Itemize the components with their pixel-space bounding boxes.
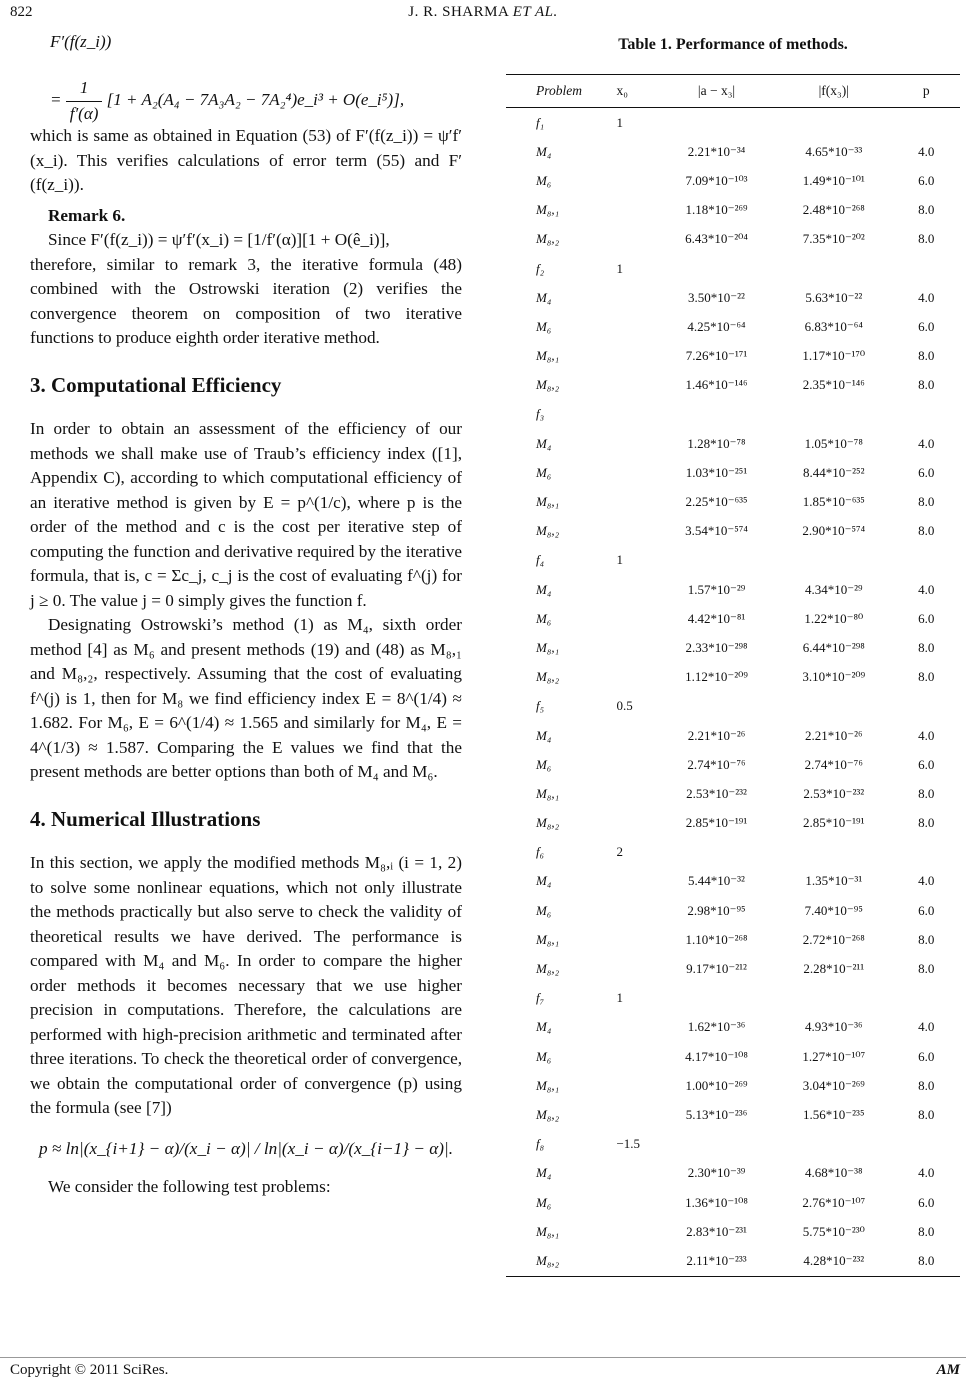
footer-copyright: Copyright © 2011 SciRes. <box>10 1362 169 1378</box>
cell-problem: M₆ <box>536 756 552 772</box>
footer-divider <box>0 1357 966 1358</box>
cell-residual: 6.83*10⁻⁶⁴ <box>804 318 863 334</box>
cell-residual <box>775 692 892 721</box>
cell-order: 6.0 <box>918 318 935 334</box>
table-row <box>506 663 960 692</box>
cell-residual: 2.28*10⁻²¹¹ <box>803 961 865 977</box>
table-row <box>506 137 960 166</box>
cell-x0 <box>612 166 657 195</box>
cell-x0 <box>612 196 657 225</box>
cell-residual: 7.40*10⁻⁹⁵ <box>804 902 863 918</box>
cell-error: 7.09*10⁻¹⁰³ <box>685 172 748 188</box>
cell-error: 1.00*10⁻²⁶⁹ <box>685 1077 748 1093</box>
cell-error: 1.03*10⁻²⁵¹ <box>685 464 748 480</box>
cell-x0 <box>612 633 657 662</box>
cell-x0: 1 <box>616 990 623 1006</box>
cell-problem: f₁ <box>536 114 545 130</box>
cell-x0: −1.5 <box>616 1136 641 1152</box>
table-row <box>506 809 960 838</box>
cell-problem: M₆ <box>536 902 552 918</box>
equation-line-2 <box>50 76 404 126</box>
table-row <box>506 196 960 225</box>
cell-error <box>658 400 775 429</box>
table-row <box>506 1188 960 1217</box>
equation-body: [1 + A₂(A₄ − 7A₃A₂ − 7A₂⁴)e_i³ + O(e_i⁵)], <box>106 89 405 109</box>
cell-residual: 4.93*10⁻³⁶ <box>805 1019 863 1035</box>
table-row <box>506 108 960 138</box>
cell-error: 4.42*10⁻⁸¹ <box>687 610 746 626</box>
performance-table <box>506 74 960 1277</box>
section-3-title: 3. Computational Efficiency <box>30 372 282 397</box>
cell-problem: f₅ <box>536 698 545 714</box>
equation-fraction <box>66 76 103 126</box>
table-header-row <box>506 75 960 108</box>
section-3-paragraph-2: Designating Ostrowski’s method (1) as M₄, sixth order method [4] as M₆ and present methods (19) and (48) as M₈,₁ and M₈,₂, respectively. Assuming that the cost of evaluating f^(j) is 1, then for M₈ we find efficiency index E = 8^(1/4) ≈ 1.682. For M₆, E = 6^(1/4) ≈ 1.565 and similarly for M₄, E = 4^(1/3) ≈ 1.587. Comparing the E values we find that the present methods are better options than both of M₄ and M₆. <box>30 615 462 781</box>
header-error: |a − x₃| <box>658 75 775 108</box>
cell-order <box>892 400 960 429</box>
table-row <box>506 254 960 283</box>
cell-problem: M₄ <box>536 873 552 889</box>
cell-problem: f₃ <box>536 406 545 422</box>
cell-x0 <box>612 1042 657 1071</box>
cell-problem: M₈,₂ <box>536 523 560 539</box>
cell-error: 9.17*10⁻²¹² <box>686 961 747 977</box>
cell-problem: f₇ <box>536 990 545 1006</box>
cell-error: 4.17*10⁻¹⁰⁸ <box>685 1048 748 1064</box>
cell-error: 1.62*10⁻³⁶ <box>687 1019 746 1035</box>
cell-order: 4.0 <box>918 873 935 889</box>
cell-x0: 2 <box>616 844 623 860</box>
table-row <box>506 1246 960 1276</box>
cell-order: 6.0 <box>918 1194 935 1210</box>
cell-problem: M₈,₁ <box>536 931 560 947</box>
cell-residual: 5.63*10⁻²² <box>805 289 863 305</box>
cell-x0: 1 <box>616 114 623 130</box>
cell-x0 <box>612 225 657 254</box>
cell-order: 6.0 <box>918 172 935 188</box>
cell-error: 1.57*10⁻²⁹ <box>687 581 746 597</box>
cell-residual: 2.90*10⁻⁵⁷⁴ <box>802 523 866 539</box>
remark-body: therefore, similar to remark 3, the iterative formula (48) combined with the Ostrowski iteration (2) verifies the convergence theorem on composition of two iterative functions to produce eighth order iterative method. <box>30 254 462 347</box>
cell-problem: M₆ <box>536 1194 552 1210</box>
cell-error: 2.83*10⁻²³¹ <box>686 1223 747 1239</box>
cell-x0 <box>612 429 657 458</box>
cell-order: 6.0 <box>918 610 935 626</box>
table-row <box>506 1159 960 1188</box>
table-row <box>506 984 960 1013</box>
cell-residual: 2.72*10⁻²⁶⁸ <box>802 931 865 947</box>
cell-residual: 2.85*10⁻¹⁹¹ <box>803 815 865 831</box>
cell-order <box>892 546 960 575</box>
cell-residual: 1.27*10⁻¹⁰⁷ <box>802 1048 866 1064</box>
cell-x0 <box>612 458 657 487</box>
table-row <box>506 1217 960 1246</box>
cell-x0 <box>612 1100 657 1129</box>
cell-order: 4.0 <box>918 435 935 451</box>
cell-problem: M₈,₁ <box>536 348 560 364</box>
cell-residual: 1.56*10⁻²³⁵ <box>803 1106 865 1122</box>
cell-x0 <box>612 779 657 808</box>
cell-problem: M₄ <box>536 435 552 451</box>
cell-order <box>892 692 960 721</box>
cell-error: 1.18*10⁻²⁶⁹ <box>685 202 748 218</box>
table-row <box>506 838 960 867</box>
cell-error <box>658 254 775 283</box>
table-body <box>506 108 960 1277</box>
equation-top <box>50 30 462 124</box>
cell-residual <box>775 838 892 867</box>
cell-problem: M₈,₂ <box>536 1106 560 1122</box>
cell-error: 5.13*10⁻²³⁶ <box>685 1106 748 1122</box>
running-title <box>0 4 966 21</box>
cell-error: 2.25*10⁻⁶³⁵ <box>685 494 748 510</box>
cell-residual: 2.21*10⁻²⁶ <box>805 727 863 743</box>
cell-x0 <box>612 371 657 400</box>
cell-residual: 1.35*10⁻³¹ <box>805 873 863 889</box>
cell-problem: M₄ <box>536 727 552 743</box>
cell-x0 <box>612 604 657 633</box>
table-row <box>506 750 960 779</box>
cell-order: 4.0 <box>918 1165 935 1181</box>
table-row <box>506 487 960 516</box>
cell-x0 <box>612 809 657 838</box>
table-row <box>506 1130 960 1159</box>
cell-problem: M₈,₂ <box>506 1246 612 1276</box>
cell-x0 <box>612 925 657 954</box>
cell-error: 2.21*10⁻²⁶ <box>687 727 746 743</box>
cell-x0 <box>612 487 657 516</box>
cell-problem: f₈ <box>536 1136 545 1152</box>
cell-x0 <box>612 721 657 750</box>
cell-residual <box>775 546 892 575</box>
remark-since: Since F′(f(z_i)) = ψ′f′(x_i) = [1/f′(α)][1 + O(ê_i)], <box>48 230 390 249</box>
cell-x0 <box>612 137 657 166</box>
cell-problem: M₄ <box>536 1165 552 1181</box>
table-row <box>506 925 960 954</box>
table-row <box>506 1042 960 1071</box>
cell-error: 5.44*10⁻³² <box>688 873 745 889</box>
cell-problem: M₈,₁ <box>536 1223 560 1239</box>
cell-order: 8.0 <box>918 1223 935 1239</box>
cell-x0 <box>612 517 657 546</box>
table-row <box>506 371 960 400</box>
left-column <box>30 30 462 1200</box>
table-row <box>506 779 960 808</box>
table-row <box>506 458 960 487</box>
cell-error: 2.33*10⁻²⁹⁸ <box>685 639 748 655</box>
table-row <box>506 312 960 341</box>
cell-residual <box>775 984 892 1013</box>
cell-residual: 2.48*10⁻²⁶⁸ <box>802 202 865 218</box>
table-row <box>506 954 960 983</box>
header-order: p <box>892 75 960 108</box>
cell-x0: 1 <box>616 260 623 276</box>
cell-error: 1.10*10⁻²⁶⁸ <box>685 931 748 947</box>
cell-order: 4.0 <box>918 143 935 159</box>
cell-error <box>658 546 775 575</box>
cell-order: 8.0 <box>918 931 935 947</box>
cell-residual: 3.04*10⁻²⁶⁹ <box>802 1077 865 1093</box>
cell-residual: 2.76*10⁻¹⁰⁷ <box>802 1194 866 1210</box>
cell-residual: 4.68*10⁻³⁸ <box>805 1165 863 1181</box>
cell-x0 <box>612 342 657 371</box>
cell-order: 8.0 <box>918 348 935 364</box>
cell-error <box>658 692 775 721</box>
equation-fraction-den: f′(α) <box>69 103 99 123</box>
page-number: 822 <box>10 4 33 20</box>
cell-problem: M₄ <box>536 289 552 305</box>
right-column <box>506 36 960 1277</box>
cell-problem: M₆ <box>536 318 552 334</box>
cell-problem: M₈,₁ <box>536 1077 560 1093</box>
cell-order: 8.0 <box>918 523 935 539</box>
cell-order: 6.0 <box>918 464 935 480</box>
coc-formula: p ≈ ln|(x_{i+1} − α)/(x_i − α)| / ln|(x_i − α)/(x_{i−1} − α)|. <box>39 1138 453 1158</box>
cell-order: 8.0 <box>918 639 935 655</box>
cell-problem: M₈,₁ <box>536 202 560 218</box>
cell-x0 <box>612 283 657 312</box>
cell-problem: M₈,₂ <box>536 669 560 685</box>
cell-order: 4.0 <box>918 727 935 743</box>
equation-fraction-num: 1 <box>66 76 103 102</box>
cell-error: 1.36*10⁻¹⁰⁸ <box>685 1194 748 1210</box>
equation-equals: = <box>50 89 62 109</box>
cell-problem: M₆ <box>536 1048 552 1064</box>
cell-residual: 1.22*10⁻⁸⁰ <box>804 610 864 626</box>
cell-residual: 7.35*10⁻²⁰² <box>802 231 865 247</box>
cell-problem: f₄ <box>536 552 545 568</box>
cell-x0: 1 <box>616 552 623 568</box>
cell-problem: M₈,₂ <box>536 231 560 247</box>
cell-problem: M₄ <box>536 1019 552 1035</box>
cell-order <box>892 108 960 138</box>
cell-error: 4.25*10⁻⁶⁴ <box>687 318 746 334</box>
cell-residual: 6.44*10⁻²⁹⁸ <box>802 639 865 655</box>
cell-error: 2.21*10⁻³⁴ <box>687 143 746 159</box>
cell-residual: 1.05*10⁻⁷⁸ <box>804 435 863 451</box>
section-4-paragraph-1: In this section, we apply the modified methods M₈,ᵢ (i = 1, 2) to solve some nonlinear equations, which not only illustrate the methods practically but also serve to check the validity of theoretical results we have derived. The performance is compared with M₄ and M₆. In order to compare the higher order methods it becomes necessary that we use higher precision in computations. Therefore, the calculations are performed with high-precision arithmetic and terminated after three iterations. To check the theoretical order of convergence, we obtain the computational order of convergence (p) using the formula (see [7]) <box>30 853 462 1117</box>
cell-error <box>658 1130 775 1159</box>
cell-error: 7.26*10⁻¹⁷¹ <box>685 348 748 364</box>
cell-order <box>892 838 960 867</box>
cell-order: 8.0 <box>918 815 935 831</box>
cell-order: 8.0 <box>918 785 935 801</box>
equation-line-1: F′(f(z_i)) <box>50 32 112 51</box>
cell-order: 8.0 <box>918 1106 935 1122</box>
cell-x0 <box>612 400 657 429</box>
cell-residual: 4.28*10⁻²³² <box>775 1246 892 1276</box>
cell-error: 1.46*10⁻¹⁴⁶ <box>685 377 748 393</box>
cell-problem: M₄ <box>536 143 552 159</box>
table-row <box>506 517 960 546</box>
table-row <box>506 867 960 896</box>
cell-x0 <box>612 1159 657 1188</box>
cell-problem: M₆ <box>536 172 552 188</box>
cell-order: 8.0 <box>918 377 935 393</box>
cell-error: 3.54*10⁻⁵⁷⁴ <box>685 523 748 539</box>
table-row <box>506 342 960 371</box>
cell-order: 8.0 <box>918 669 935 685</box>
cell-residual <box>775 254 892 283</box>
table-row <box>506 692 960 721</box>
header-problem: Problem <box>506 75 612 108</box>
cell-x0 <box>612 954 657 983</box>
cell-error: 3.50*10⁻²² <box>688 289 745 305</box>
header-residual: |f(x₃)| <box>775 75 892 108</box>
paragraph-verification: which is same as obtained in Equation (53) of F′(f(z_i)) = ψ′f′(x_i). This verifies calculations of error term (55) and F′(f(z_i)). <box>30 126 462 194</box>
cell-order: 8.0 <box>918 231 935 247</box>
cell-problem: M₈,₂ <box>536 815 560 831</box>
table-row <box>506 1013 960 1042</box>
table-row <box>506 721 960 750</box>
cell-x0 <box>612 750 657 779</box>
closing-sentence: We consider the following test problems: <box>48 1177 331 1196</box>
cell-x0 <box>612 575 657 604</box>
section-3-paragraph-1: In order to obtain an assessment of the efficiency of our methods we shall make use of Traub’s efficiency index ([1], Appendix C), according to which computational efficiency of an iterative method is given by E = p^(1/c), where p is the order of the method and c is the cost per iterative step of computing the function and derivative required by the iterative formula, that is, c = Σc_j, c_j is the cost of evaluating f^(j) for j ≥ 0. The value j = 0 simply gives the function f. <box>30 419 462 610</box>
cell-problem: M₆ <box>536 464 552 480</box>
cell-error: 2.53*10⁻²³² <box>686 785 747 801</box>
cell-residual: 1.85*10⁻⁶³⁵ <box>802 494 865 510</box>
cell-residual <box>775 1130 892 1159</box>
table-row <box>506 166 960 195</box>
running-title-authors: J. R. SHARMA <box>408 4 509 20</box>
header-x0: x₀ <box>612 75 657 108</box>
cell-residual: 8.44*10⁻²⁵² <box>803 464 865 480</box>
table-row <box>506 633 960 662</box>
cell-order: 6.0 <box>918 902 935 918</box>
cell-error: 6.43*10⁻²⁰⁴ <box>685 231 748 247</box>
cell-residual: 1.17*10⁻¹⁷⁰ <box>802 348 866 364</box>
cell-problem: M₄ <box>536 581 552 597</box>
cell-order: 8.0 <box>918 961 935 977</box>
table-row <box>506 546 960 575</box>
cell-problem: f₂ <box>536 260 545 276</box>
cell-x0: 0.5 <box>616 698 633 714</box>
cell-x0 <box>612 896 657 925</box>
cell-error <box>658 984 775 1013</box>
cell-x0 <box>612 312 657 341</box>
remark-title: Remark 6. <box>48 205 126 225</box>
cell-error: 2.11*10⁻²³³ <box>658 1246 775 1276</box>
cell-residual: 1.49*10⁻¹⁰¹ <box>802 172 865 188</box>
cell-x0 <box>612 1188 657 1217</box>
cell-order: 6.0 <box>918 756 935 772</box>
cell-order <box>892 1130 960 1159</box>
running-title-etal: ET AL. <box>512 4 558 20</box>
table-row <box>506 604 960 633</box>
cell-order: 8.0 <box>918 1077 935 1093</box>
cell-error: 1.12*10⁻²⁰⁹ <box>685 669 748 685</box>
cell-problem: M₈,₂ <box>536 961 560 977</box>
table-row <box>506 575 960 604</box>
cell-problem: M₈,₂ <box>536 377 560 393</box>
cell-problem: M₆ <box>536 610 552 626</box>
cell-error <box>658 108 775 138</box>
cell-order: 4.0 <box>918 1019 935 1035</box>
cell-x0 <box>612 1071 657 1100</box>
cell-residual: 4.34*10⁻²⁹ <box>805 581 863 597</box>
cell-residual: 4.65*10⁻³³ <box>805 143 863 159</box>
table-row <box>506 896 960 925</box>
table-row <box>506 283 960 312</box>
table-title: Table 1. Performance of methods. <box>618 36 848 53</box>
cell-error <box>658 838 775 867</box>
table-row <box>506 400 960 429</box>
section-4-title: 4. Numerical Illustrations <box>30 806 261 831</box>
cell-residual <box>775 400 892 429</box>
table-row <box>506 429 960 458</box>
cell-x0 <box>612 1246 657 1276</box>
cell-order: 8.0 <box>918 202 935 218</box>
cell-error: 1.28*10⁻⁷⁸ <box>687 435 746 451</box>
table-row <box>506 1100 960 1129</box>
cell-order: 8.0 <box>892 1246 960 1276</box>
cell-problem: M₈,₁ <box>536 785 560 801</box>
cell-error: 2.74*10⁻⁷⁶ <box>687 756 746 772</box>
cell-order: 6.0 <box>918 1048 935 1064</box>
cell-order: 4.0 <box>918 581 935 597</box>
cell-residual: 2.74*10⁻⁷⁶ <box>804 756 863 772</box>
cell-order <box>892 254 960 283</box>
cell-order: 4.0 <box>918 289 935 305</box>
cell-error: 2.30*10⁻³⁹ <box>687 1165 746 1181</box>
cell-residual: 2.53*10⁻²³² <box>803 785 865 801</box>
cell-error: 2.85*10⁻¹⁹¹ <box>685 815 748 831</box>
cell-x0 <box>612 663 657 692</box>
cell-x0 <box>612 867 657 896</box>
cell-problem: f₆ <box>536 844 545 860</box>
footer-journal: AM <box>936 1362 960 1378</box>
cell-order <box>892 984 960 1013</box>
cell-residual: 2.35*10⁻¹⁴⁶ <box>802 377 865 393</box>
cell-order: 8.0 <box>918 494 935 510</box>
cell-residual <box>775 108 892 138</box>
cell-x0 <box>612 1013 657 1042</box>
cell-residual: 5.75*10⁻²³⁰ <box>802 1223 865 1239</box>
cell-residual: 3.10*10⁻²⁰⁹ <box>802 669 866 685</box>
cell-problem: M₈,₁ <box>536 494 560 510</box>
cell-error: 2.98*10⁻⁹⁵ <box>687 902 746 918</box>
table-row <box>506 225 960 254</box>
table-row <box>506 1071 960 1100</box>
cell-problem: M₈,₁ <box>536 639 560 655</box>
cell-x0 <box>612 1217 657 1246</box>
